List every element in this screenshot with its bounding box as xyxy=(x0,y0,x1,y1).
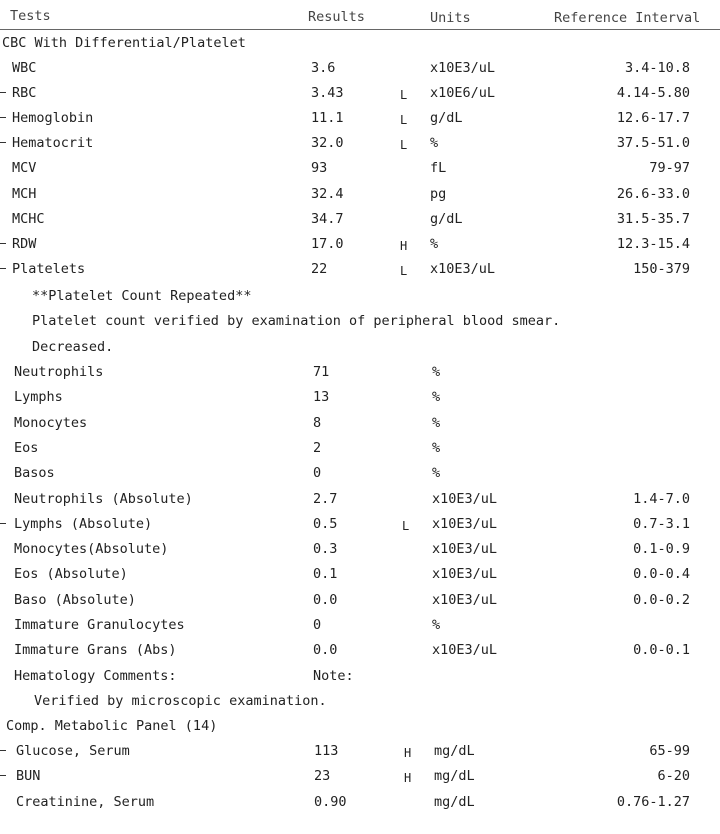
test-name: BUN xyxy=(16,768,41,785)
test-name: Creatinine, Serum xyxy=(16,793,155,810)
test-name: Eos xyxy=(14,439,39,456)
test-result: 3.43 xyxy=(311,85,344,102)
test-unit: % xyxy=(432,364,441,380)
test-result: 0 xyxy=(313,617,322,633)
test-result: 0.0 xyxy=(313,642,338,659)
differential-row xyxy=(0,642,720,664)
test-result: 13 xyxy=(313,389,330,406)
reference-interval: 3.4-10.8 xyxy=(624,60,690,76)
test-name: RDW xyxy=(12,235,37,252)
test-name: Hemoglobin xyxy=(12,110,94,127)
test-name: Immature Granulocytes xyxy=(14,617,185,633)
test-unit: x10E6/uL xyxy=(430,85,496,102)
platelet-note-decreased: Decreased. xyxy=(32,339,114,355)
test-name: Baso (Absolute) xyxy=(14,591,136,608)
test-name: Hematocrit xyxy=(12,135,94,152)
test-name: MCH xyxy=(12,185,37,202)
row-marker-tick xyxy=(0,750,6,751)
test-name: Monocytes xyxy=(14,414,88,431)
test-unit: g/dL xyxy=(430,210,463,227)
reference-interval: 0.0-0.4 xyxy=(633,566,690,583)
differential-row xyxy=(0,415,720,437)
test-result: 0.5 xyxy=(313,515,338,532)
test-unit: x10E3/uL xyxy=(432,515,498,532)
test-result: 17.0 xyxy=(311,235,344,252)
differential-row xyxy=(0,440,720,462)
cbc-row xyxy=(0,236,720,258)
platelet-note-verified: Platelet count verified by examination of peripheral blood smear. xyxy=(32,313,561,329)
test-unit: x10E3/uL xyxy=(432,642,498,659)
test-result: 22 xyxy=(311,260,328,277)
test-result: 23 xyxy=(314,768,331,785)
test-result: 8 xyxy=(313,414,322,431)
test-name: Monocytes(Absolute) xyxy=(14,541,169,558)
differential-row xyxy=(0,364,720,386)
header-units: Units xyxy=(430,10,471,26)
test-unit: x10E3/uL xyxy=(432,541,498,558)
differential-row xyxy=(0,566,720,588)
test-unit: x10E3/uL xyxy=(432,490,498,507)
hematology-note: Verified by microscopic examination. xyxy=(34,693,327,709)
column-header xyxy=(0,0,720,30)
differential-row xyxy=(0,617,720,639)
test-unit: x10E3/uL xyxy=(432,566,498,583)
cbc-row xyxy=(0,85,720,107)
test-result: 32.0 xyxy=(311,135,344,152)
test-unit: % xyxy=(432,465,441,482)
cbc-row xyxy=(0,60,720,82)
test-unit: % xyxy=(430,135,439,152)
cbc-row xyxy=(0,135,720,157)
abnormal-flag: H xyxy=(404,746,412,760)
test-unit: mg/dL xyxy=(434,793,475,810)
cbc-row xyxy=(0,186,720,208)
abnormal-flag: L xyxy=(402,518,410,533)
test-unit: % xyxy=(432,617,441,633)
differential-row xyxy=(0,389,720,411)
test-result: 32.4 xyxy=(311,185,344,202)
test-name: Hematology Comments: xyxy=(14,667,177,684)
test-name: Neutrophils (Absolute) xyxy=(14,490,193,507)
test-unit: x10E3/uL xyxy=(430,260,496,277)
test-name: Eos (Absolute) xyxy=(14,566,128,583)
test-unit: % xyxy=(432,414,441,431)
test-result: 3.6 xyxy=(311,60,336,76)
test-name: RBC xyxy=(12,85,37,102)
header-reference-interval: Reference Interval xyxy=(554,10,701,26)
abnormal-flag: H xyxy=(404,771,412,786)
reference-interval: 150-379 xyxy=(633,260,690,277)
differential-row xyxy=(0,491,720,513)
test-unit: g/dL xyxy=(430,110,463,127)
test-result: 0.90 xyxy=(314,793,347,810)
row-marker-tick xyxy=(0,92,6,93)
test-result: 0.0 xyxy=(313,591,338,608)
cmp-row xyxy=(0,768,720,790)
row-marker-tick xyxy=(0,268,6,269)
test-unit: % xyxy=(430,235,439,252)
row-marker-tick xyxy=(0,142,6,143)
cmp-row xyxy=(0,794,720,816)
test-result: 34.7 xyxy=(311,210,344,227)
header-tests: Tests xyxy=(10,8,51,24)
test-unit: x10E3/uL xyxy=(432,591,498,608)
test-result: 2 xyxy=(313,439,322,456)
test-name: Lymphs (Absolute) xyxy=(14,515,153,532)
abnormal-flag: L xyxy=(400,138,408,153)
differential-row xyxy=(0,541,720,563)
test-name: Lymphs xyxy=(14,389,63,406)
test-name: WBC xyxy=(12,60,37,76)
header-divider xyxy=(0,29,720,30)
reference-interval: 65-99 xyxy=(649,743,690,759)
reference-interval: 26.6-33.0 xyxy=(616,185,690,202)
cmp-row xyxy=(0,743,720,765)
test-result: 0 xyxy=(313,465,322,482)
reference-interval: 0.76-1.27 xyxy=(616,793,690,810)
differential-row xyxy=(0,516,720,538)
cmp-section-title: Comp. Metabolic Panel (14) xyxy=(6,718,218,734)
differential-row xyxy=(0,592,720,614)
cbc-row xyxy=(0,110,720,132)
abnormal-flag: L xyxy=(400,88,408,103)
reference-interval: 0.0-0.2 xyxy=(633,591,690,608)
test-result: 2.7 xyxy=(313,490,338,507)
platelet-note-repeated: **Platelet Count Repeated** xyxy=(32,288,252,304)
row-marker-tick xyxy=(0,243,6,244)
test-result: Note: xyxy=(313,667,354,684)
test-unit: % xyxy=(432,389,441,406)
abnormal-flag: L xyxy=(400,263,408,278)
test-name: Neutrophils xyxy=(14,364,104,380)
cbc-row xyxy=(0,160,720,182)
row-marker-tick xyxy=(0,523,6,524)
row-marker-tick xyxy=(0,775,6,776)
row-marker-tick xyxy=(0,117,6,118)
test-name: MCHC xyxy=(12,210,45,227)
test-unit: pg xyxy=(430,185,447,202)
test-name: Basos xyxy=(14,465,55,482)
reference-interval: 12.6-17.7 xyxy=(616,110,690,127)
test-name: MCV xyxy=(12,160,37,177)
reference-interval: 6-20 xyxy=(657,768,690,785)
reference-interval: 0.0-0.1 xyxy=(633,642,690,659)
test-unit: x10E3/uL xyxy=(430,60,496,76)
test-result: 0.1 xyxy=(313,566,338,583)
test-result: 113 xyxy=(314,743,339,759)
test-unit: mg/dL xyxy=(434,743,475,759)
reference-interval: 31.5-35.7 xyxy=(616,210,690,227)
reference-interval: 1.4-7.0 xyxy=(633,490,690,507)
cbc-section-title: CBC With Differential/Platelet xyxy=(2,35,246,51)
test-unit: fL xyxy=(430,160,447,177)
test-result: 11.1 xyxy=(311,110,344,127)
reference-interval: 0.1-0.9 xyxy=(633,541,690,558)
test-result: 93 xyxy=(311,160,328,177)
test-name: Immature Grans (Abs) xyxy=(14,642,177,659)
test-name: Glucose, Serum xyxy=(16,743,130,759)
differential-row xyxy=(0,465,720,487)
test-name: Platelets xyxy=(12,260,86,277)
reference-interval: 79-97 xyxy=(649,160,690,177)
differential-row xyxy=(0,668,720,690)
test-result: 71 xyxy=(313,364,330,380)
cbc-row xyxy=(0,261,720,283)
reference-interval: 12.3-15.4 xyxy=(616,235,690,252)
reference-interval: 4.14-5.80 xyxy=(616,85,690,102)
test-result: 0.3 xyxy=(313,541,338,558)
header-results: Results xyxy=(308,9,365,25)
abnormal-flag: H xyxy=(400,238,408,253)
reference-interval: 0.7-3.1 xyxy=(633,515,690,532)
test-unit: mg/dL xyxy=(434,768,475,785)
reference-interval: 37.5-51.0 xyxy=(616,135,690,152)
cbc-row xyxy=(0,211,720,233)
test-unit: % xyxy=(432,439,441,456)
abnormal-flag: L xyxy=(400,113,408,128)
